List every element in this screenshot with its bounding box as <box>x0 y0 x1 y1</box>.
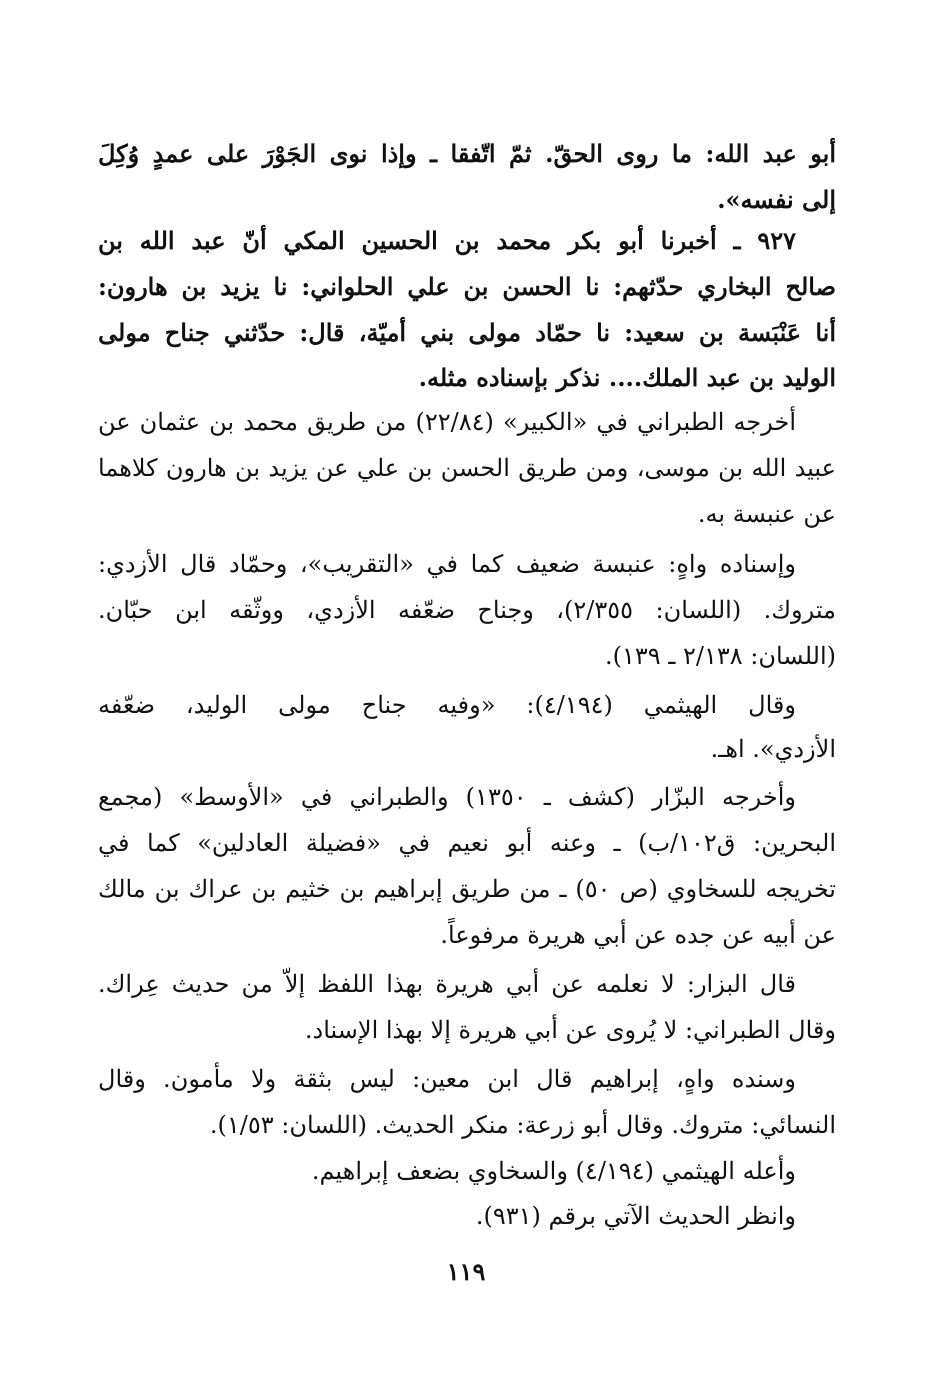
text-line: البحرين: ق١٠٢/ب) ـ وعنه أبو نعيم في «فضيلة العادلين» كما في <box>98 829 836 857</box>
page-number: ١١٩ <box>446 1257 486 1286</box>
text-line: عن عنبسة به. <box>697 500 836 528</box>
text-line: متروك. (اللسان: ٢/٣٥٥)، وجناح ضعّفه الأزدي، ووثّقه ابن حبّان. <box>98 596 836 624</box>
text-line: وانظر الحديث الآتي برقم (٩٣١). <box>475 1202 796 1230</box>
text-line: أنا عَنْبَسة بن سعيد: نا حمّاد مولى بني أميّة، قال: حدّثني جناح مولى <box>98 318 836 347</box>
text-line: قال البزار: لا نعلمه عن أبي هريرة بهذا اللفظ إلاّ من حديث عِراك. <box>98 970 796 998</box>
text-line: وسنده واهٍ، إبراهيم قال ابن معين: ليس بثقة ولا مأمون. وقال <box>98 1065 796 1093</box>
text-line: أخرجه الطبراني في «الكبير» (٢٢/٨٤) من طريق محمد بن عثمان عن <box>98 408 796 436</box>
text-line: وقال الهيثمي (٤/١٩٤): «وفيه جناح مولى الوليد، ضعّفه <box>98 691 796 719</box>
text-line: تخريجه للسخاوي (ص ٥٠) ـ من طريق إبراهيم بن خثيم بن عراك بن مالك <box>98 875 836 903</box>
text-line: وأخرجه البزّار (كشف ـ ١٣٥٠) والطبراني في «الأوسط» (مجمع <box>98 783 796 811</box>
text-line: عن أبيه عن جده عن أبي هريرة مرفوعاً. <box>440 921 836 949</box>
text-line: عبيد الله بن موسى، ومن طريق الحسن بن علي عن يزيد بن هارون كلاهما <box>98 454 836 482</box>
text-line: الوليد بن عبد الملك.... نذكر بإسناده مثله. <box>418 363 836 392</box>
text-line: وإسناده واهٍ: عنبسة ضعيف كما في «التقريب»، وحمّاد قال الأزدي: <box>98 550 797 578</box>
text-line: النسائي: متروك. وقال أبو زرعة: منكر الحديث. (اللسان: ١/٥٣). <box>209 1111 836 1139</box>
text-line: وأعله الهيثمي (٤/١٩٤) والسخاوي بضعف إبراهيم. <box>311 1157 796 1185</box>
text-line: الأزدي». اهـ. <box>710 735 836 763</box>
hadith-number-line: ٩٢٧ ـ أخبرنا أبو بكر محمد بن الحسين المكي أنّ عبد الله بن <box>98 226 796 255</box>
text-line: أبو عبد الله: ما روى الحقّ. ثمّ اتّفقا ـ وإذا نوى الجَوْرَ على عمدٍ وُكِلَ <box>98 139 836 168</box>
text-line: وقال الطبراني: لا يُروى عن أبي هريرة إلا بهذا الإسناد. <box>304 1016 836 1044</box>
text-line: (اللسان: ٢/١٣٨ ـ ١٣٩). <box>605 642 836 670</box>
text-line: إلى نفسه». <box>717 185 836 214</box>
text-line: صالح البخاري حدّثهم: نا الحسن بن علي الحلواني: نا يزيد بن هارون: <box>98 272 836 301</box>
